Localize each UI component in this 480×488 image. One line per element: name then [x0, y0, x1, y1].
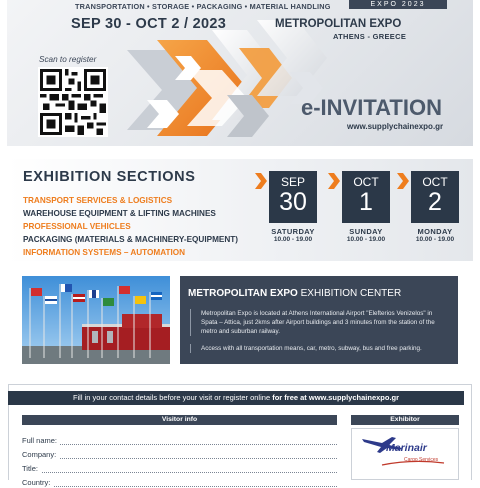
field-dotted-line — [22, 458, 337, 459]
day-card-saturday — [269, 171, 317, 243]
field-dotted-line — [22, 486, 337, 487]
day-name: SATURDAY — [271, 227, 315, 236]
section-item: WAREHOUSE EQUIPMENT & LIFTING MACHINES — [23, 209, 216, 218]
day-name: MONDAY — [417, 227, 453, 236]
center-title-bold: METROPOLITAN EXPO — [188, 288, 298, 299]
field-dotted-line — [22, 472, 337, 473]
chevron-right-icon — [397, 173, 409, 189]
day-number: 30 — [279, 188, 307, 216]
exhibitor-subtitle: Cargo Services — [404, 457, 439, 463]
day-month: OCT — [422, 175, 448, 189]
airplane-logo-icon — [352, 429, 460, 481]
day-hours: 10.00 - 19.00 — [273, 236, 313, 243]
date-box — [342, 171, 390, 223]
sections-list — [23, 194, 238, 259]
venue-name: METROPOLITAN EXPO — [275, 18, 402, 30]
hero-banner — [7, 0, 473, 146]
day-name: SUNDAY — [349, 227, 383, 236]
text-bar-divider — [190, 309, 191, 336]
day-card-sunday — [342, 171, 390, 243]
section-item: INFORMATION SYSTEMS – AUTOMATION — [23, 248, 186, 257]
chevron-right-icon — [255, 173, 267, 189]
exhibition-center-info — [180, 276, 458, 364]
country-field[interactable] — [22, 478, 337, 488]
banner-text: Fill in your contact details before your visit or register online — [72, 393, 273, 402]
chevron-right-icon — [328, 173, 340, 189]
section-item: TRANSPORT SERVICES & LOGISTICS — [23, 196, 173, 205]
day-hours: 10.00 - 19.00 — [415, 236, 455, 243]
sections-title: EXHIBITION SECTIONS — [23, 169, 196, 185]
exhibitor-name: Marinair — [386, 442, 427, 454]
field-dotted-line — [22, 444, 337, 445]
exhibition-sections-panel — [7, 159, 473, 261]
access-description: Access with all transportation means, car, metro, subway, bus and free parking. — [201, 345, 422, 352]
section-item: PACKAGING (MATERIALS & MACHINERY-EQUIPMENT) — [23, 235, 238, 244]
day-month: SEP — [280, 175, 305, 189]
text-bar-divider — [190, 344, 191, 353]
day-number: 1 — [359, 188, 373, 216]
scan-to-register-label: Scan to register — [39, 55, 97, 64]
exhibitor-logo-box — [351, 428, 459, 480]
center-title — [188, 288, 401, 299]
location-description: Metropolitan Expo is located at Athens International Airport "Elefterios Venizelos" in Spata – Attica, just 2kms after Airport buildings and 3 minutes from the station of the metro and suburban railway. — [201, 310, 435, 335]
title-field[interactable] — [22, 464, 337, 474]
venue-photo — [22, 276, 170, 364]
form-instructions-banner — [8, 391, 464, 405]
day-number: 2 — [428, 188, 442, 216]
day-card-monday — [411, 171, 459, 243]
company-field[interactable] — [22, 450, 337, 460]
section-item: PROFESSIONAL VEHICLES — [23, 222, 131, 231]
center-title-rest: EXHIBITION CENTER — [297, 288, 402, 299]
day-month: OCT — [353, 175, 379, 189]
visitor-info-header: Visitor info — [22, 415, 337, 425]
website-link[interactable]: www.supplychainexpo.gr — [347, 122, 444, 131]
field-label: Title: — [22, 464, 41, 473]
field-label: Full name: — [22, 436, 60, 445]
field-label: Company: — [22, 450, 59, 459]
exhibitor-header: Exhibitor — [351, 415, 459, 425]
field-label: Country: — [22, 478, 53, 487]
day-hours: 10.00 - 19.00 — [346, 236, 386, 243]
tagline: TRANSPORTATION • STORAGE • PACKAGING • MATERIAL HANDLING — [75, 2, 331, 11]
registration-qr-code[interactable] — [38, 67, 108, 137]
full-name-field[interactable] — [22, 436, 337, 446]
date-box — [269, 171, 317, 223]
banner-link[interactable]: for free at www.supplychainexpo.gr — [272, 393, 400, 402]
expo-badge: EXPO 2023 — [349, 0, 447, 9]
e-invitation-title: e-INVITATION — [301, 95, 442, 120]
event-dates: SEP 30 - OCT 2 / 2023 — [71, 16, 227, 32]
date-box — [411, 171, 459, 223]
venue-city: ATHENS - GREECE — [333, 32, 407, 41]
